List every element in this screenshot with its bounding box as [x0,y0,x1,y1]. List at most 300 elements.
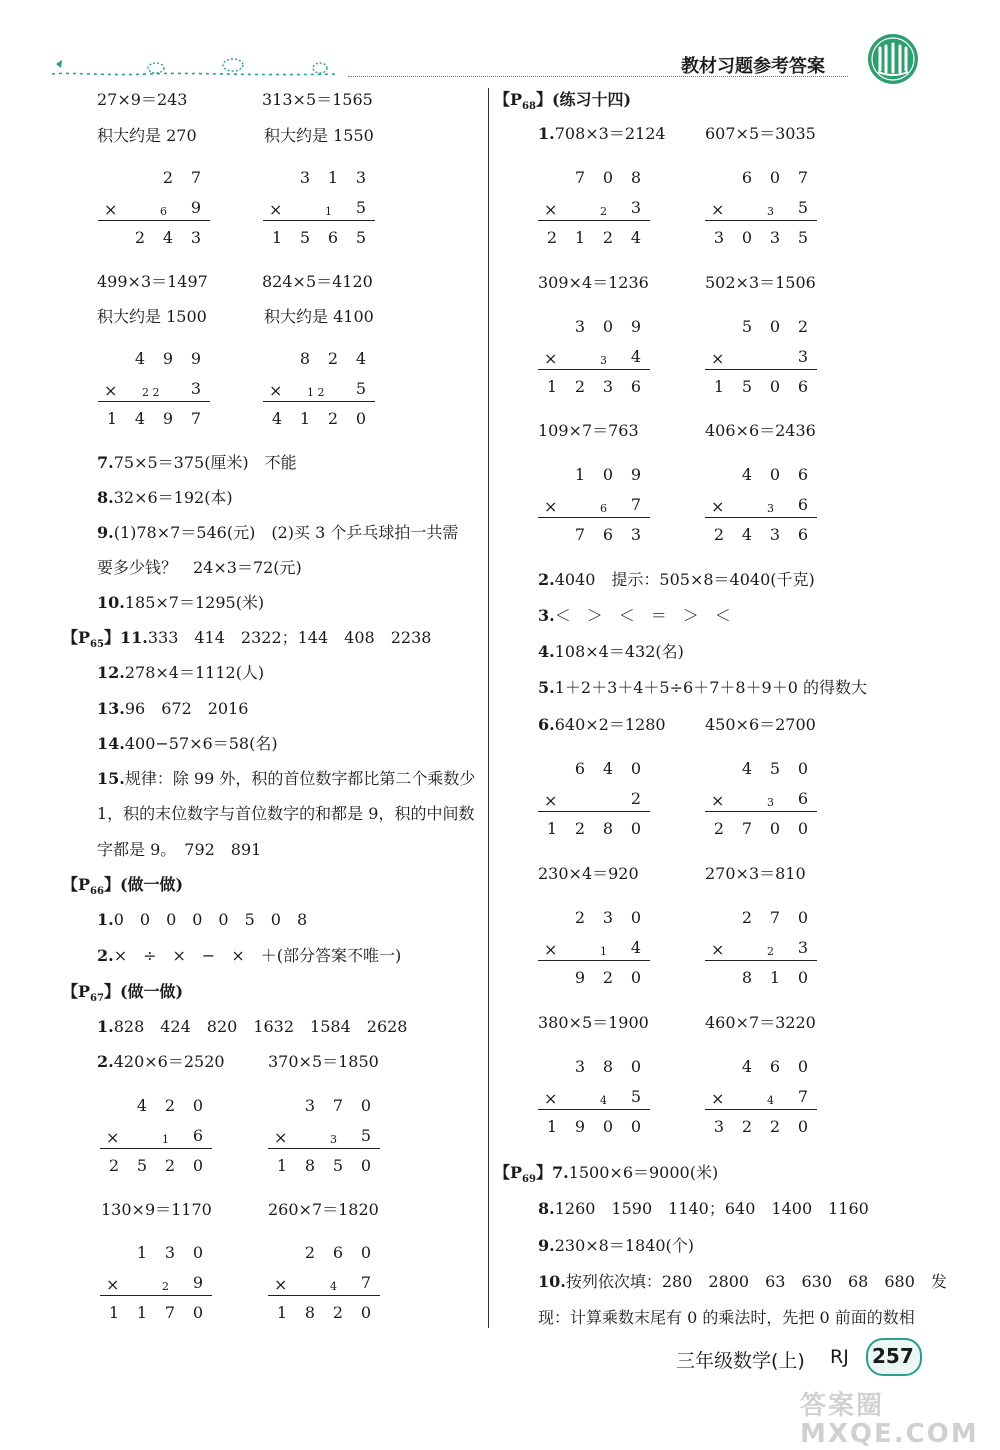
question-number: 8. [538,1199,555,1218]
product-digit: 5 [797,228,809,247]
multiply-sign: × [106,1128,120,1147]
multiplicand-digit: 3 [355,168,367,187]
carry-digit: 3 [330,1133,337,1146]
question-number: 4. [538,642,555,661]
product-digit: 2 [546,228,558,247]
multiplier-digit: 6 [797,789,809,808]
multiply-sign: × [104,200,118,219]
header-title: 教材习题参考答案 [681,56,825,77]
question-number: 2. [97,1052,114,1071]
left-answer-line [101,1200,212,1220]
product-digit: 2 [164,1156,176,1175]
product-digit: 0 [602,1117,614,1136]
product-digit: 3 [769,525,781,544]
product-digit: 1 [299,409,311,428]
multiply-sign: × [711,940,725,959]
multiply-sign: × [269,381,283,400]
multiply-sign: × [544,349,558,368]
product-digit: 7 [164,1303,176,1322]
answer-text: 230×8＝1840(个) [554,1236,695,1255]
product-digit: 0 [769,377,781,396]
product-digit: 0 [630,1117,642,1136]
multiplicand-digit: 2 [741,908,753,927]
multiplier-digit: 3 [190,379,202,398]
right-answer-line [538,1308,915,1328]
answer-text: 824×5＝4120 [262,272,373,291]
left-answer-line [262,272,373,292]
carry-digit: 3 [767,502,774,515]
multiplicand-digit: 0 [360,1243,372,1262]
right-answer-line [538,273,649,293]
product-digit: 7 [574,525,586,544]
product-digit: 4 [630,228,642,247]
question-number: 7. [97,453,114,472]
question-number: 13. [97,699,125,718]
carry-digit: 4 [767,1094,774,1107]
left-answer-line [262,90,373,110]
product-digit: 1 [546,819,558,838]
calculation-rule [538,517,650,518]
multiplicand-digit: 8 [602,1057,614,1076]
product-digit: 5 [741,377,753,396]
carry-digit: 6 [160,205,167,218]
answer-text: 400−57×6＝58(名) [124,734,278,753]
product-digit: 7 [190,409,202,428]
product-digit: 2 [332,1303,344,1322]
left-answer-line [97,734,278,754]
product-digit: 0 [797,968,809,987]
multiply-sign: × [104,381,118,400]
multiplicand-digit: 0 [797,908,809,927]
right-answer-line [538,124,666,144]
calculation-rule [705,369,817,370]
multiplicand-digit: 1 [136,1243,148,1262]
question-number: 8. [97,488,114,507]
carry-digit: 1 [600,945,607,958]
right-answer-line [538,864,639,884]
section-heading: (做一做) [119,875,184,894]
calculation-rule [538,960,650,961]
product-digit: 0 [360,1303,372,1322]
left-answer-line [97,1017,407,1037]
product-digit: 5 [299,228,311,247]
left-answer-line [97,558,302,578]
page-ref-tag: 【$P_{69}$】 [494,1163,552,1186]
multiplicand-digit: 0 [769,168,781,187]
calculation-rule [705,517,817,518]
product-digit: 0 [192,1303,204,1322]
product-digit: 2 [769,1117,781,1136]
product-digit: 7 [741,819,753,838]
answer-text: 502×3＝1506 [705,273,816,292]
multiplier-digit: 5 [797,198,809,217]
left-answer-line [97,488,233,508]
multiplicand-digit: 3 [304,1096,316,1115]
multiplicand-digit: 9 [630,465,642,484]
product-digit: 1 [546,377,558,396]
multiplier-digit: 9 [190,198,202,217]
multiplier-digit: 5 [360,1126,372,1145]
multiplicand-digit: 0 [630,1057,642,1076]
multiplicand-digit: 2 [574,908,586,927]
answer-text: 499×3＝1497 [97,272,208,291]
product-digit: 2 [574,819,586,838]
question-number: 10. [97,593,125,612]
carry-digit: 3 [600,354,607,367]
left-answer-line [62,875,183,902]
product-digit: 1 [276,1156,288,1175]
multiplicand-digit: 2 [797,317,809,336]
left-answer-line [97,663,264,683]
multiplicand-digit: 8 [299,349,311,368]
left-answer-line [97,946,401,966]
multiplier-digit: 3 [797,347,809,366]
multiplicand-digit: 0 [602,465,614,484]
answer-text: 按列依次填：280 2800 63 630 68 680 发 [565,1272,947,1291]
answer-text: 积大约是 270 [97,126,197,145]
multiply-sign: × [274,1275,288,1294]
carry-digit: 2 [767,945,774,958]
answer-text: 4040 提示：505×8＝4040(千克) [554,570,815,589]
multiplicand-digit: 1 [574,465,586,484]
product-digit: 9 [574,1117,586,1136]
multiply-sign: × [711,791,725,810]
calculation-rule [100,1295,212,1296]
calculation-rule [98,220,210,221]
right-answer-line [538,1272,947,1292]
multiplicand-digit: 3 [602,908,614,927]
product-digit: 3 [602,377,614,396]
left-answer-line [62,628,431,655]
multiplicand-digit: 0 [797,1057,809,1076]
product-digit: 6 [797,525,809,544]
multiply-sign: × [269,200,283,219]
answer-text: 要多少钱？ 24×3＝72(元) [97,558,302,577]
multiplicand-digit: 7 [332,1096,344,1115]
multiplier-digit: 6 [192,1126,204,1145]
product-digit: 0 [630,819,642,838]
product-digit: 0 [741,228,753,247]
right-answer-line [538,1236,694,1256]
multiplier-digit: 7 [360,1273,372,1292]
product-digit: 8 [304,1156,316,1175]
answer-text: 313×5＝1565 [262,90,373,109]
multiplicand-digit: 7 [769,908,781,927]
product-digit: 0 [360,1156,372,1175]
question-number: 10. [538,1272,566,1291]
answer-text: 450×6＝2700 [705,715,816,734]
carry-digit: 6 [600,502,607,515]
question-number: 5. [538,678,555,697]
answer-text: 27×9＝243 [97,90,188,109]
right-answer-line [538,570,815,590]
question-number: 2. [538,570,555,589]
page-ref-tag: 【$P_{66}$】 [62,875,120,898]
product-digit: 0 [630,968,642,987]
multiplicand-digit: 9 [162,349,174,368]
product-digit: 2 [134,228,146,247]
multiply-sign: × [711,349,725,368]
product-digit: 4 [162,228,174,247]
calculation-rule [538,369,650,370]
multiplier-digit: 5 [355,198,367,217]
multiplicand-digit: 9 [630,317,642,336]
answer-text: 230×4＝920 [538,864,639,883]
product-digit: 6 [602,525,614,544]
multiplicand-digit: 2 [162,168,174,187]
multiply-sign: × [711,1089,725,1108]
section-heading: (做一做) [119,982,184,1001]
multiplicand-digit: 6 [741,168,753,187]
product-digit: 3 [630,525,642,544]
left-answer-line [97,453,297,473]
answer-text: 185×7＝1295(米) [124,593,265,612]
product-digit: 0 [797,1117,809,1136]
decorative-swirl-line-icon [48,52,348,82]
multiplicand-digit: 9 [190,349,202,368]
carry-digit: 3 [767,796,774,809]
product-digit: 3 [713,1117,725,1136]
left-answer-line [62,982,183,1009]
multiplier-digit: 3 [797,938,809,957]
product-digit: 8 [741,968,753,987]
carry-digit: 4 [600,1094,607,1107]
right-answer-line [538,606,731,626]
question-number: 15. [97,769,125,788]
carry-digit: 1 2 [307,386,325,399]
multiplier-digit: 2 [630,789,642,808]
calculation-rule [705,1109,817,1110]
section-heading: (练习十四) [551,90,632,109]
answer-text: 108×4＝432(名) [554,642,684,661]
multiplier-digit: 5 [355,379,367,398]
multiplicand-digit: 6 [769,1057,781,1076]
product-digit: 5 [136,1156,148,1175]
page-ref-tag: 【$P_{65}$】 [62,628,120,651]
answer-text: 460×7＝3220 [705,1013,816,1032]
right-answer-line [538,678,867,698]
question-number: 7. [551,1163,569,1182]
answer-text: 现：计算乘数末尾有 0 的乘法时，先把 0 前面的数相 [538,1308,915,1327]
page-ref-number: 67 [90,993,104,1005]
product-digit: 2 [741,1117,753,1136]
calculation-rule [705,220,817,221]
left-answer-line [264,307,374,327]
right-answer-line [705,421,816,441]
product-digit: 6 [797,377,809,396]
left-answer-line [97,90,188,110]
answer-text: 278×4＝1112(人) [124,663,265,682]
product-digit: 2 [602,228,614,247]
answer-text: 406×6＝2436 [705,421,816,440]
right-answer-line [538,1013,649,1033]
multiply-sign: × [544,200,558,219]
left-answer-line [97,593,264,613]
left-answer-line [97,1052,225,1072]
carry-digit: 4 [330,1280,337,1293]
multiplicand-digit: 0 [797,759,809,778]
answer-text: 607×5＝3035 [705,124,816,143]
multiplicand-digit: 3 [574,1057,586,1076]
right-answer-line [494,90,631,117]
left-answer-line [97,769,475,789]
left-answer-line [97,910,307,930]
carry-digit: 1 [162,1133,169,1146]
multiply-sign: × [274,1128,288,1147]
left-answer-line [97,840,261,860]
multiplicand-digit: 4 [355,349,367,368]
right-answer-line [538,421,639,441]
carry-digit: 3 [767,205,774,218]
left-answer-line [97,699,248,719]
answer-text: 828 424 820 1632 1584 2628 [113,1017,408,1036]
product-digit: 2 [108,1156,120,1175]
multiplicand-digit: 5 [741,317,753,336]
right-answer-line [538,1199,869,1219]
product-digit: 2 [713,525,725,544]
product-digit: 3 [713,228,725,247]
multiplicand-digit: 0 [192,1096,204,1115]
product-digit: 0 [769,819,781,838]
answer-text: 规律：除 99 外，积的首位数字都比第二个乘数少 [124,769,476,788]
question-number: 11. [119,628,148,647]
right-answer-line [705,864,806,884]
multiplicand-digit: 4 [136,1096,148,1115]
product-digit: 4 [271,409,283,428]
right-answer-line [705,715,816,735]
multiplier-digit: 4 [630,347,642,366]
multiplicand-digit: 4 [602,759,614,778]
answer-text: 708×3＝2124 [554,124,666,143]
multiplicand-digit: 4 [741,759,753,778]
calculation-rule [100,1148,212,1149]
multiplier-digit: 3 [630,198,642,217]
product-digit: 6 [630,377,642,396]
answer-text: 1，积的末位数字与首位数字的和都是 9，积的中间数 [97,804,475,823]
answer-text: 109×7＝763 [538,421,639,440]
left-answer-line [268,1200,379,1220]
question-number: 1. [538,124,555,143]
question-number: 9. [538,1236,555,1255]
product-digit: 1 [108,1303,120,1322]
product-digit: 0 [192,1156,204,1175]
answer-text: 309×4＝1236 [538,273,649,292]
left-answer-line [264,126,374,146]
right-answer-line [705,273,816,293]
product-digit: 4 [741,525,753,544]
carry-digit: 2 [162,1280,169,1293]
calculation-rule [268,1148,380,1149]
answer-text: 32×6＝192(本) [113,488,233,507]
right-answer-line [538,715,666,735]
product-digit: 1 [106,409,118,428]
answer-text: 积大约是 1550 [264,126,374,145]
calculation-rule [98,401,210,402]
product-digit: 6 [327,228,339,247]
answer-text: × ÷ × − × ＋(部分答案不唯一) [113,946,402,965]
question-number: 1. [97,1017,114,1036]
left-answer-line [268,1052,379,1072]
multiplier-digit: 7 [630,495,642,514]
multiplier-digit: 7 [797,1087,809,1106]
answer-text: ＜ ＞ ＜ ＝ ＞ ＜ [554,606,731,625]
multiplier-digit: 5 [630,1087,642,1106]
multiplicand-digit: 7 [574,168,586,187]
product-digit: 2 [574,377,586,396]
calculation-rule [705,960,817,961]
book-logo-icon [866,32,920,86]
multiplicand-digit: 6 [797,465,809,484]
multiplicand-digit: 4 [134,349,146,368]
multiply-sign: × [106,1275,120,1294]
answer-text: 420×6＝2520 [113,1052,225,1071]
multiplicand-digit: 8 [630,168,642,187]
product-digit: 1 [271,228,283,247]
answer-text: 260×7＝1820 [268,1200,379,1219]
multiply-sign: × [544,791,558,810]
multiplicand-digit: 5 [769,759,781,778]
product-digit: 1 [713,377,725,396]
answer-text: 75×5＝375(厘米) 不能 [113,453,297,472]
multiplier-digit: 6 [797,495,809,514]
product-digit: 0 [355,409,367,428]
multiplicand-digit: 7 [190,168,202,187]
multiplicand-digit: 0 [602,168,614,187]
left-answer-line [97,804,474,824]
product-digit: 3 [190,228,202,247]
multiplicand-digit: 3 [574,317,586,336]
page-ref-tag: 【$P_{67}$】 [62,982,120,1005]
page-number: 257 [872,1344,914,1368]
product-digit: 2 [327,409,339,428]
product-digit: 8 [304,1303,316,1322]
multiplicand-digit: 3 [299,168,311,187]
carry-digit: 2 2 [142,386,160,399]
product-digit: 1 [574,228,586,247]
multiply-sign: × [544,940,558,959]
multiplicand-digit: 0 [602,317,614,336]
page-ref-tag: 【$P_{68}$】 [494,90,552,113]
watermark-logo: 答案圈 MXQE.COM [800,1391,979,1449]
multiplicand-digit: 4 [741,1057,753,1076]
question-number: 12. [97,663,125,682]
page-ref-number: 65 [90,639,104,651]
multiplicand-digit: 2 [327,349,339,368]
multiplicand-digit: 7 [797,168,809,187]
answer-text: 1＋2＋3＋4＋5÷6＋7＋8＋9＋0 的得数大 [554,678,867,697]
multiply-sign: × [711,200,725,219]
answer-text: 1260 1590 1140；640 1400 1160 [554,1199,869,1218]
multiplicand-digit: 0 [630,908,642,927]
question-number: 9. [97,523,114,542]
answer-text: 380×5＝1900 [538,1013,649,1032]
product-digit: 4 [134,409,146,428]
column-divider [488,88,489,1328]
footer-edition: RJ [830,1346,849,1368]
right-answer-line [538,642,684,662]
answer-text: 96 672 2016 [124,699,249,718]
product-digit: 0 [797,819,809,838]
page-ref-number: 68 [522,101,536,113]
multiplicand-digit: 2 [304,1243,316,1262]
multiplicand-digit: 1 [327,168,339,187]
question-number: 6. [538,715,555,734]
product-digit: 2 [713,819,725,838]
right-answer-line [705,124,816,144]
product-digit: 5 [332,1156,344,1175]
question-number: 3. [538,606,555,625]
answer-text: 1500×6＝9000(米) [568,1163,719,1182]
